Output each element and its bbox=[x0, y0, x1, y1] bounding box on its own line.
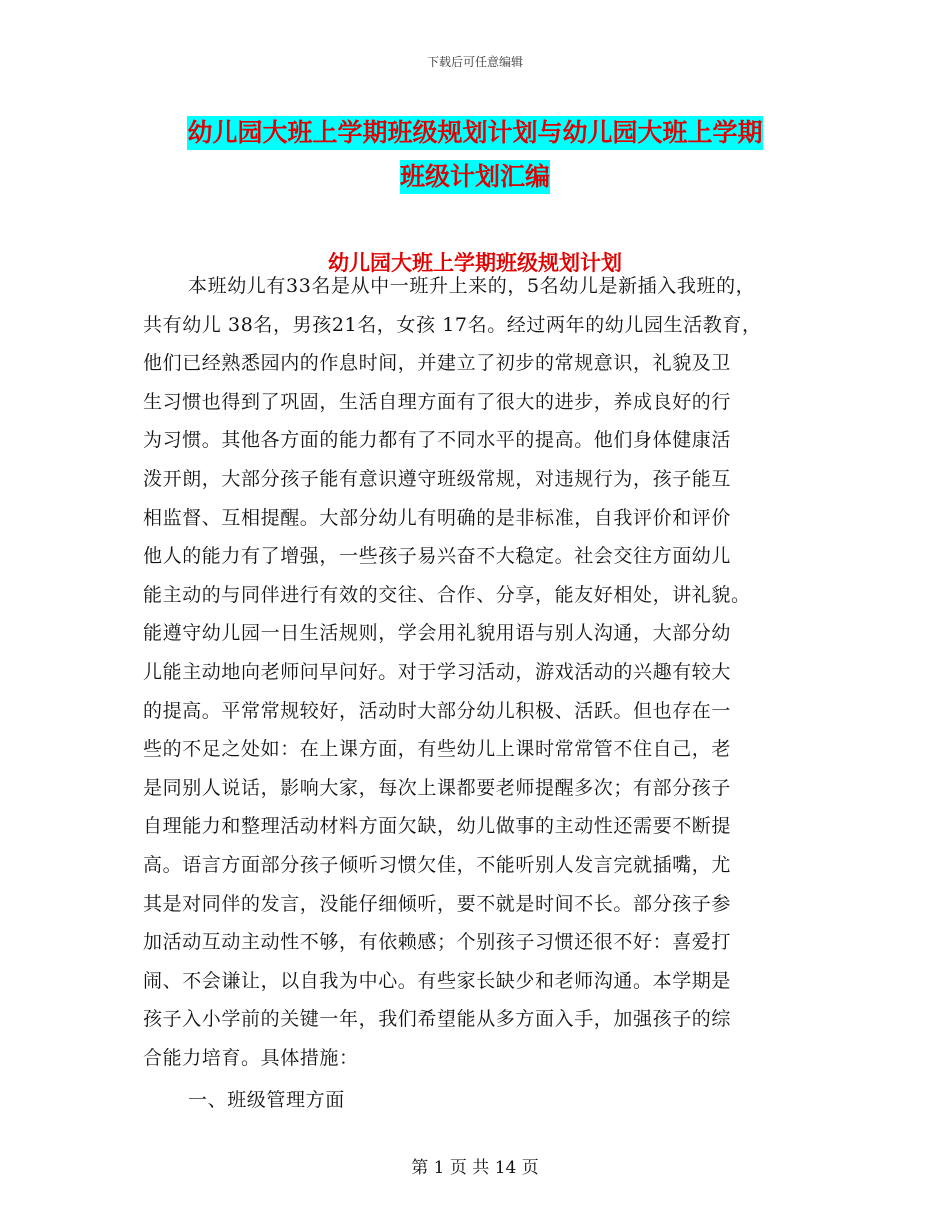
paragraph-line: 他人的能力有了增强，一些孩子易兴奋不大稳定。社会交往方面幼儿 bbox=[143, 545, 732, 568]
paragraph-line: 相监督、互相提醒。大部分幼儿有明确的是非标准，自我评价和评价 bbox=[143, 506, 732, 529]
document-title-line-2 bbox=[0, 157, 950, 193]
body-paragraph bbox=[143, 267, 823, 1077]
page-header-note: 下载后可任意编辑 bbox=[426, 55, 523, 69]
paragraph-line: 自理能力和整理活动材料方面欠缺，幼儿做事的主动性还需要不断提 bbox=[143, 815, 732, 838]
paragraph-line: 能主动的与同伴进行有效的交往、合作、分享，能友好相处，讲礼貌。 bbox=[143, 583, 751, 606]
paragraph-line: 本班幼儿有33名是从中一班升上来的，5名幼儿是新插入我班的， bbox=[188, 275, 756, 297]
paragraph-line: 其是对同伴的发言，没能仔细倾听，要不就是时间不长。部分孩子参 bbox=[143, 892, 732, 915]
paragraph-line: 他们已经熟悉园内的作息时间，并建立了初步的常规意识，礼貌及卫 bbox=[143, 352, 732, 375]
paragraph-line: 加活动互动主动性不够，有依赖感；个别孩子习惯还很不好：喜爱打 bbox=[143, 931, 732, 954]
paragraph-line: 是同别人说话，影响大家，每次上课都要老师提醒多次；有部分孩子 bbox=[143, 776, 732, 799]
paragraph-line: 高。语言方面部分孩子倾听习惯欠佳，不能听别人发言完就插嘴，尤 bbox=[143, 853, 732, 876]
document-title-text-1: 幼儿园大班上学期班级规划计划与幼儿园大班上学期 bbox=[187, 116, 762, 150]
paragraph-line: 能遵守幼儿园一日生活规则，学会用礼貌用语与别人沟通，大部分幼 bbox=[143, 622, 732, 645]
paragraph-line: 为习惯。其他各方面的能力都有了不同水平的提高。他们身体健康活 bbox=[143, 429, 732, 452]
paragraph-line: 泼开朗，大部分孩子能有意识遵守班级常规，对违规行为，孩子能互 bbox=[143, 467, 732, 490]
paragraph-line: 些的不足之处如：在上课方面，有些幼儿上课时常常管不住自己，老 bbox=[143, 738, 732, 761]
paragraph-line: 闹、不会谦让，以自我为中心。有些家长缺少和老师沟通。本学期是 bbox=[143, 969, 732, 992]
paragraph-line: 合能力培育。具体措施： bbox=[143, 1046, 359, 1069]
page-footer: 第 1 页 共 14 页 bbox=[411, 1158, 539, 1178]
document-title-line-1 bbox=[0, 113, 950, 149]
paragraph-line: 共有幼儿 38名，男孩21名，女孩 17名。经过两年的幼儿园生活教育， bbox=[143, 313, 762, 336]
paragraph-line: 儿能主动地向老师问早问好。对于学习活动，游戏活动的兴趣有较大 bbox=[143, 660, 732, 683]
paragraph-line: 生习惯也得到了巩固，生活自理方面有了很大的进步，养成良好的行 bbox=[143, 390, 732, 413]
paragraph-line: 的提高。平常常规较好，活动时大部分幼儿积极、活跃。但也存在一 bbox=[143, 699, 732, 722]
document-title-text-2: 班级计划汇编 bbox=[400, 160, 550, 194]
paragraph-line: 孩子入小学前的关键一年，我们希望能从多方面入手，加强孩子的综 bbox=[143, 1008, 732, 1031]
section-subheading: 一、班级管理方面 bbox=[188, 1089, 345, 1111]
section-title: 幼儿园大班上学期班级规划计划 bbox=[328, 251, 622, 275]
